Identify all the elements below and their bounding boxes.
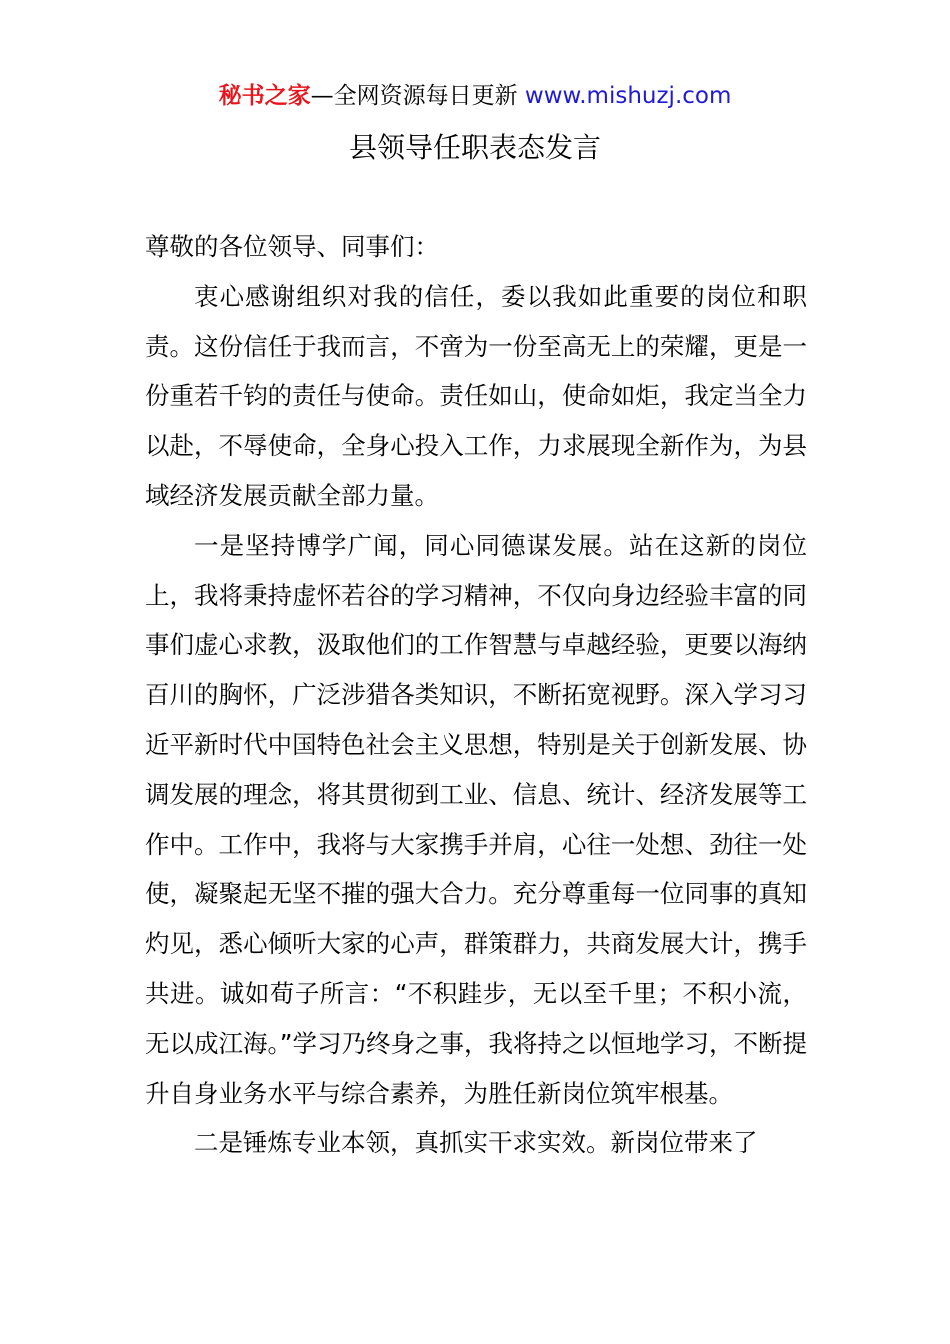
site-header — [0, 78, 950, 114]
paragraph-gratitude: 衷心感谢组织对我的信任，委以我如此重要的岗位和职责。这份信任于我而言，不啻为一份至高无上的荣耀，更是一份重若千钧的责任与使命。责任如山，使命如炬，我定当全力以赴，不辱使命，全身心投入工作，力求展现全新作为，为县域经济发展贡献全部力量。 — [145, 281, 807, 510]
salutation: 尊敬的各位领导、同事们： — [145, 232, 439, 261]
paragraph-point-two: 二是锤炼专业本领，真抓实干求实效。新岗位带来了 — [194, 1128, 758, 1158]
brand-name: 秘书之家 — [218, 83, 311, 109]
document-body — [145, 222, 807, 1168]
document-title: 县领导任职表态发言 — [348, 131, 601, 164]
header-tagline: —全网资源每日更新 — [310, 83, 525, 109]
site-url-link[interactable]: www.mishuzj.com — [524, 83, 732, 109]
paragraph-point-one: 一是坚持博学广闻，同心同德谋发展。站在这新的岗位上，我将秉持虚怀若谷的学习精神，不仅向身边经验丰富的同事们虚心求教，汲取他们的工作智慧与卓越经验，更要以海纳百川的胸怀，广泛涉猎各类知识，不断拓宽视野。深入学习习近平新时代中国特色社会主义思想，特别是关于创新发展、协调发展的理念，将其贯彻到工业、信息、统计、经济发展等工作中。工作中，我将与大家携手并肩，心往一处想、劲往一处使，凝聚起无坚不摧的强大合力。充分尊重每一位同事的真知灼见，悉心倾听大家的心声，群策群力，共商发展大计，携手共进。诚如荀子所言：“不积跬步，无以至千里；不积小流，无以成江海。”学习乃终身之事，我将持之以恒地学习，不断提升自身业务水平与综合素养，为胜任新岗位筑牢根基。 — [145, 530, 807, 1108]
